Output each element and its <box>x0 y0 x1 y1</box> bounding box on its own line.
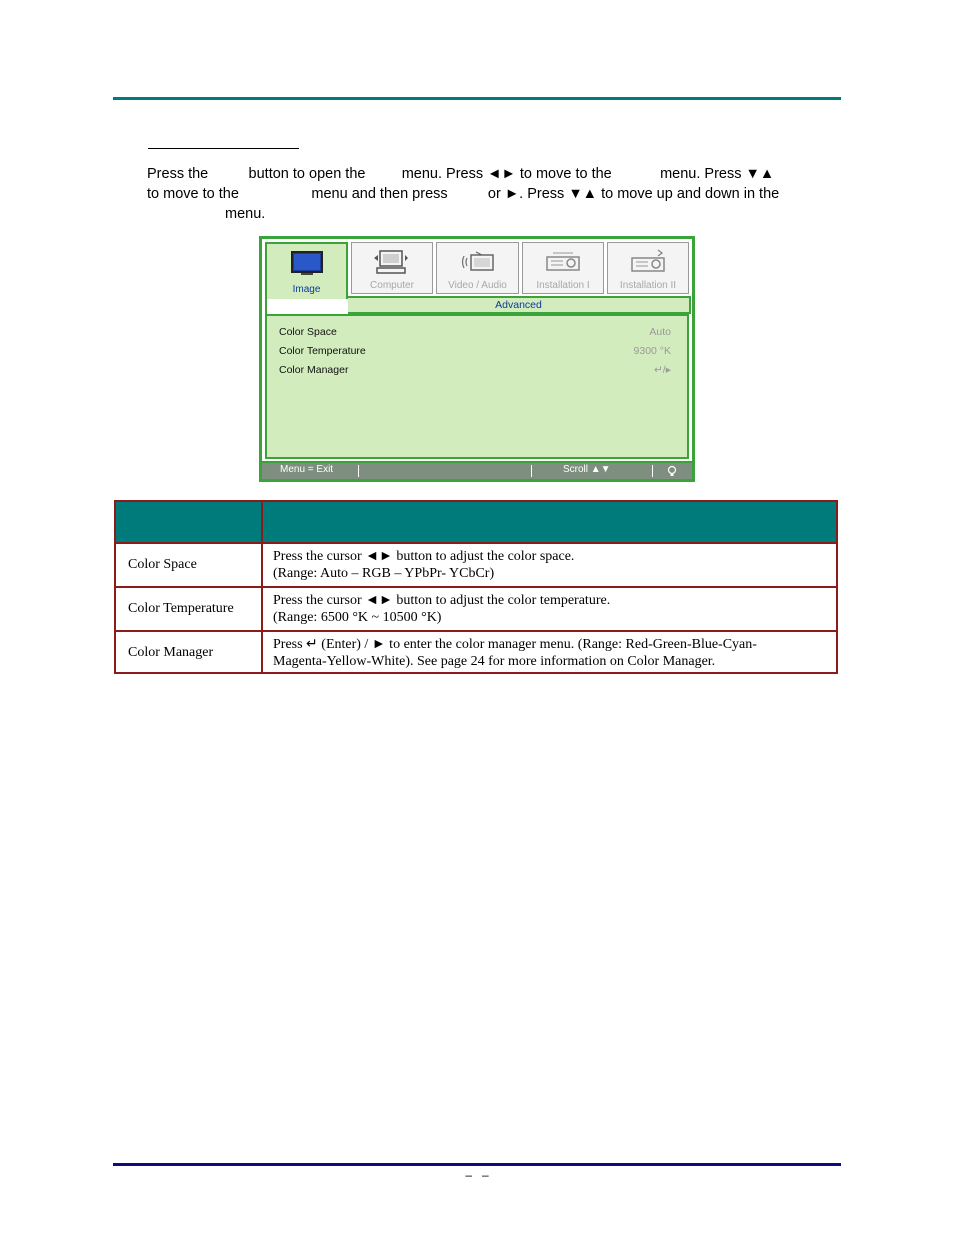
heading-underline <box>148 148 299 149</box>
table-column-divider <box>261 502 263 672</box>
computer-icon <box>372 248 412 276</box>
page-number: – – <box>465 1168 489 1182</box>
osd-menu <box>259 236 695 482</box>
submenu-title: Advanced <box>348 296 691 314</box>
tab-image-label: Image <box>292 284 321 295</box>
video-audio-icon <box>458 248 498 276</box>
panel-edge <box>265 296 267 316</box>
scroll-hint: Scroll ▲▼ <box>563 464 611 475</box>
table-item-color-manager: Color Manager <box>128 645 214 660</box>
table-desc-color-manager-2: Magenta-Yellow-White). See page 24 for more information on Color Manager. <box>273 654 716 669</box>
tab-image[interactable] <box>265 242 348 299</box>
tab-installation-2[interactable] <box>607 242 689 294</box>
menu-row-label: Color Temperature <box>279 345 366 357</box>
table-header <box>116 502 836 542</box>
top-rule <box>113 97 841 100</box>
osd-footer <box>262 463 692 479</box>
tab-installation-2-label: Installation II <box>619 280 677 291</box>
image-icon <box>287 249 327 277</box>
table-desc-color-temperature-2: (Range: 6500 °K ~ 10500 °K) <box>273 610 442 625</box>
settings-table <box>114 500 838 674</box>
menu-row-color-space[interactable] <box>279 326 671 342</box>
tab-computer-label: Computer <box>370 280 414 291</box>
table-item-color-space: Color Space <box>128 557 197 572</box>
table-divider <box>116 542 836 544</box>
menu-exit-hint: Menu = Exit <box>280 464 334 475</box>
tab-installation-1-label: Installation I <box>536 280 590 291</box>
settings-panel <box>265 314 689 459</box>
intro-line-3: menu. <box>225 206 266 222</box>
table-item-color-temperature: Color Temperature <box>128 601 234 616</box>
menu-row-color-manager[interactable] <box>279 364 671 380</box>
projector-icon <box>543 248 583 276</box>
table-desc-color-space-1: Press the cursor ◄► button to adjust the color space. <box>273 549 575 564</box>
menu-row-label: Color Space <box>279 326 337 338</box>
bottom-rule <box>113 1163 841 1166</box>
intro-line-2: to move to the menu and then press or ►. Press ▼▲ to move up and down in the <box>147 186 780 202</box>
table-divider <box>116 586 836 588</box>
table-desc-color-space-2: (Range: Auto – RGB – YPbPr- YCbCr) <box>273 566 495 581</box>
menu-row-label: Color Manager <box>279 364 349 376</box>
tab-video-audio-label: Video / Audio <box>448 280 507 291</box>
bulb-icon <box>667 465 677 477</box>
menu-row-value: ↵/▸ <box>654 364 671 376</box>
tab-video-audio[interactable] <box>436 242 519 294</box>
tab-installation-1[interactable] <box>522 242 604 294</box>
menu-row-value: 9300 °K <box>633 345 671 357</box>
table-desc-color-temperature-1: Press the cursor ◄► button to adjust the color temperature. <box>273 593 611 608</box>
projector-settings-icon <box>628 248 668 276</box>
intro-line-1: Press the button to open the menu. Press ◄► to move to the menu. Press ▼▲ <box>147 166 775 182</box>
menu-row-value: Auto <box>649 326 671 338</box>
footer-separator <box>358 465 359 477</box>
table-desc-color-manager-1: Press ↵ (Enter) / ► to enter the color manager menu. (Range: Red-Green-Blue-Cyan- <box>273 637 757 652</box>
tab-computer[interactable] <box>351 242 433 294</box>
menu-row-color-temperature[interactable] <box>279 345 671 361</box>
footer-separator <box>531 465 532 477</box>
table-divider <box>116 630 836 632</box>
footer-separator <box>652 465 653 477</box>
osd-body <box>262 239 692 461</box>
